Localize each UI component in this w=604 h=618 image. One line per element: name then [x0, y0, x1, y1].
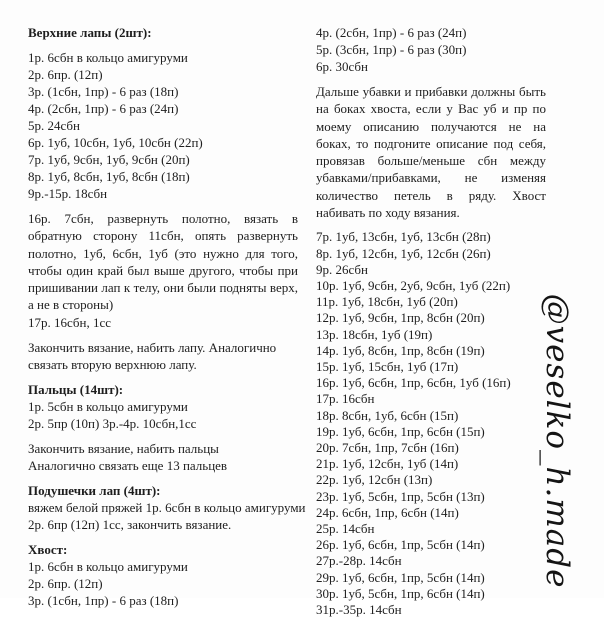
pattern-row: 23р. 1уб, 5сбн, 1пр, 5сбн (13п) [316, 488, 485, 504]
pattern-row: 19р. 1уб, 6сбн, 1пр, 6сбн (15п) [316, 423, 485, 439]
pattern-row: 12р. 1уб, 9сбн, 1пр, 8сбн (20п) [316, 310, 485, 326]
right-column [316, 24, 546, 618]
fingers-finish-note [28, 440, 298, 474]
section-title-tail: Хвост: [28, 541, 68, 557]
upper-paws-turn-note: 16р. 7сбн, развернуть полотно, вязать в обратную сторону 11сбн, опять развернуть полотно, 1уб, 6сбн, 1уб (это нужно для того, чтобы один край был выше другого, чтобы при пришивании лап к телу, они были подняты верх, а не в стороны) [28, 211, 298, 313]
pattern-row: вяжем белой пряжей 1р. 6сбн в кольцо амигуруми [28, 499, 306, 515]
paw-pads-rows [28, 499, 306, 533]
pattern-row: 6р. 1уб, 10сбн, 1уб, 10сбн (22п) [28, 135, 203, 150]
pattern-row: 10р. 1уб, 9сбн, 2уб, 9сбн, 1уб (22п) [316, 277, 511, 293]
pattern-row: 21р. 1уб, 12сбн, 1уб (14п) [316, 456, 459, 472]
note-line: связать вторую верхнюю лапу. [28, 356, 197, 372]
tail-rows-continued-top [316, 24, 546, 75]
pattern-row: 18р. 8сбн, 1уб, 6сбн (15п) [316, 407, 459, 423]
pattern-row: 8р. 1уб, 12сбн, 1уб, 12сбн (26п) [316, 245, 491, 261]
upper-paws-rows [28, 49, 298, 202]
tail-rows [28, 558, 298, 609]
pattern-row: 6р. 30сбн [316, 59, 368, 74]
pattern-row: 24р. 6сбн, 1пр, 6сбн (14п) [316, 504, 459, 520]
pattern-row: 27р.-28р. 14сбн [316, 553, 402, 569]
pattern-row: 9р. 26сбн [316, 261, 368, 277]
pattern-row: 7р. 1уб, 13сбн, 1уб, 13сбн (28п) [316, 229, 491, 245]
section-title-upper-paws: Верхние лапы (2шт): [28, 25, 152, 40]
fingers-rows [28, 398, 298, 432]
pattern-row: 17р. 16сбн [316, 391, 375, 407]
pattern-row: 3р. (1сбн, 1пр) - 6 раз (18п) [28, 84, 179, 99]
upper-paws-row17 [28, 314, 298, 331]
pattern-row: 5р. (3сбн, 1пр) - 6 раз (30п) [316, 42, 467, 57]
note-line: Аналогично связать еще 13 пальцев [28, 457, 228, 473]
pattern-row: 2р. 6пр (12п) 1сс, закончить вязание. [28, 516, 232, 532]
section-title-paw-pads: Подушечки лап (4шт): [28, 482, 161, 498]
pattern-row: 30р. 1уб, 5сбн, 1пр, 6сбн (14п) [316, 585, 485, 601]
note-line: Закончить вязание, набить лапу. Аналогично [28, 339, 277, 355]
tail-rows-continued [316, 229, 546, 618]
pattern-row: 2р. 5пр (10п) 3р.-4р. 10сбн,1сс [28, 415, 197, 431]
pattern-row: 1р. 6сбн в кольцо амигуруми [28, 558, 188, 574]
pattern-row: 31р.-35р. 14сбн [316, 602, 402, 618]
pattern-row: 9р.-15р. 18сбн [28, 186, 108, 201]
pattern-row: 3р. (1сбн, 1пр) - 6 раз (18п) [28, 592, 179, 608]
note-line: Закончить вязание, набить пальцы [28, 440, 219, 456]
pattern-row: 7р. 1уб, 9сбн, 1уб, 9сбн (20п) [28, 152, 190, 167]
pattern-row: 11р. 1уб, 18сбн, 1уб (20п) [316, 294, 458, 310]
pattern-row: 2р. 6пр. (12п) [28, 67, 103, 82]
pattern-row: 17р. 16сбн, 1сс [28, 314, 112, 330]
upper-paws-finish-note [28, 339, 298, 373]
section-title-fingers: Пальцы (14шт): [28, 381, 124, 397]
watermark-handle: @veselko_h.made [539, 293, 575, 589]
pattern-row: 20р. 7сбн, 1пр, 7сбн (16п) [316, 440, 459, 456]
pattern-row: 13р. 18сбн, 1уб (19п) [316, 326, 433, 342]
pattern-row: 2р. 6пр. (12п) [28, 575, 103, 591]
pattern-row: 14р. 1уб, 8сбн, 1пр, 8сбн (19п) [316, 342, 485, 358]
pattern-row: 22р. 1уб, 12сбн (13п) [316, 472, 433, 488]
pattern-row: 4р. (2сбн, 1пр) - 6 раз (24п) [316, 25, 467, 40]
pattern-row: 25р. 14сбн [316, 521, 375, 537]
pattern-row: 1р. 5сбн в кольцо амигуруми [28, 398, 188, 414]
pattern-row: 5р. 24сбн [28, 118, 80, 133]
pattern-row: 8р. 1уб, 8сбн, 1уб, 8сбн (18п) [28, 169, 190, 184]
pattern-row: 4р. (2сбн, 1пр) - 6 раз (24п) [28, 101, 179, 116]
tail-adjustment-note: Дальше убавки и прибавки должны быть на боках хвоста, если у Вас уб и пр по моему описанию получаются не на боках, то подгоните описание под себя, провязав больше/меньше сбн между убавками/прибавками, не изменяя количество петель в ряду. Хвост набивать по ходу вязания. [316, 84, 546, 221]
pattern-row: 16р. 1уб, 6сбн, 1пр, 6сбн, 1уб (16п) [316, 375, 511, 391]
left-column [28, 24, 306, 609]
pattern-row: 26р. 1уб, 6сбн, 1пр, 5сбн (14п) [316, 537, 485, 553]
pattern-row: 29р. 1уб, 6сбн, 1пр, 5сбн (14п) [316, 569, 485, 585]
pattern-row: 1р. 6сбн в кольцо амигуруми [28, 50, 188, 65]
pattern-row: 15р. 1уб, 15сбн, 1уб (17п) [316, 359, 459, 374]
